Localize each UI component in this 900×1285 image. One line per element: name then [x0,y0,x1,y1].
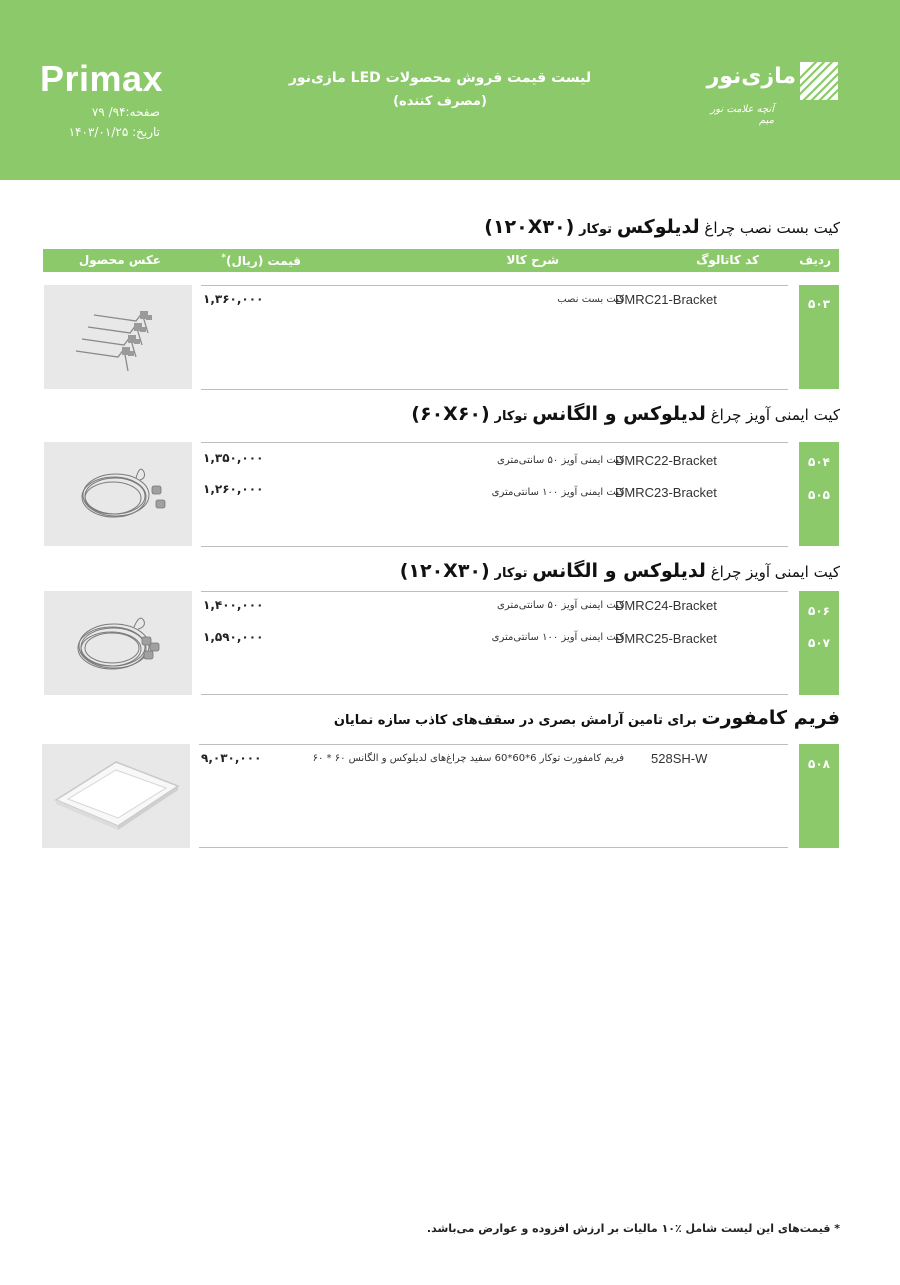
page-number: صفحه:۹۴/ ۷۹ [91,105,160,119]
row-divider [199,744,788,745]
page-meta [40,102,160,142]
logo-wordmark: مازی‌نور [706,64,796,89]
vat-footnote: * قیمت‌های این لیست شامل ٪۱۰ مالیات بر ارزش افزوده و عوارض می‌باشد. [426,1222,840,1235]
catalog-code: DMRC24-Bracket [615,598,717,613]
document-subtitle: (مصرف کننده) [393,94,487,109]
catalog-code: DMRC22-Bracket [615,453,717,468]
logo-tagline: آنچه علامت نور میم [710,104,774,126]
section-title-safety-kit-120x30: کیت ایمنی آویز چراغ لدیلوکس و الگانس توکار (۱۲۰X۳۰) [399,560,840,582]
row-divider [201,389,788,390]
row-number: ۵۰۷ [808,636,830,650]
catalog-code: 528SH-W [651,751,708,766]
price-list-title [270,70,610,109]
table-header [43,249,839,272]
row-number: ۵۰۴ [808,455,830,469]
item-description: کیت ایمنی آویز ۱۰۰ سانتی‌متری [491,487,624,498]
row-divider [201,591,788,592]
brand-name: Primax [40,58,164,99]
catalog-code: DMRC21-Bracket [615,292,717,307]
row-number: ۵۰۳ [808,297,830,311]
section-title-bracket-kit: کیت بست نصب چراغ لدیلوکس توکار (۱۲۰X۳۰) [484,216,840,238]
section-title-comfort-frame: فریم کامفورت برای تامین آرامش بصری در سقف‌های کاذب سازه نمایان [333,707,840,729]
item-price: ۱,۳۵۰,۰۰۰ [203,451,264,465]
row-divider [201,546,788,547]
item-description: کیت ایمنی آویز ۵۰ سانتی‌متری [497,600,624,611]
item-price: ۱,۵۹۰,۰۰۰ [203,630,264,644]
item-description: کیت بست نصب [557,294,624,305]
row-divider [201,694,788,695]
col-row: ردیف [799,253,831,267]
section-title-safety-kit-60x60: کیت ایمنی آویز چراغ لدیلوکس و الگانس توکار (۶۰X۶۰) [411,403,840,425]
logo-mark-icon [800,62,838,100]
item-price: ۱,۲۶۰,۰۰۰ [203,482,264,496]
page-header [0,0,900,180]
col-catalog-code: کد کاتالوگ [696,253,759,267]
item-price: ۱,۴۰۰,۰۰۰ [203,598,264,612]
bracket-kit-image [44,285,192,389]
suspension-cable-image [44,591,192,695]
item-description: فریم کامفورت توکار 6*60*60 سفید چراغ‌های لدیلوکس و الگانس ۶۰ * ۶۰ [312,753,624,764]
row-divider [201,442,788,443]
row-number: ۵۰۵ [808,488,830,502]
company-logo [700,60,840,124]
page-date: تاریخ: ۱۴۰۳/۰۱/۲۵ [68,125,160,139]
row-divider [201,285,788,286]
col-description: شرح کالا [506,253,559,267]
row-number: ۵۰۸ [808,757,830,771]
catalog-code: DMRC23-Bracket [615,485,717,500]
item-description: کیت ایمنی آویز ۱۰۰ سانتی‌متری [491,632,624,643]
col-photo: عکس محصول [78,253,161,267]
comfort-frame-image [42,744,190,848]
item-description: کیت ایمنی آویز ۵۰ سانتی‌متری [497,455,624,466]
row-number: ۵۰۶ [808,604,830,618]
item-price: ۱,۳۶۰,۰۰۰ [203,292,264,306]
col-price: قیمت (ریال)* [221,253,301,268]
document-title: لیست قیمت فروش محصولات LED مازی‌نور [288,70,592,86]
row-divider [199,847,788,848]
item-price: ۹,۰۳۰,۰۰۰ [201,751,262,765]
suspension-cable-image [44,442,192,546]
catalog-code: DMRC25-Bracket [615,631,717,646]
